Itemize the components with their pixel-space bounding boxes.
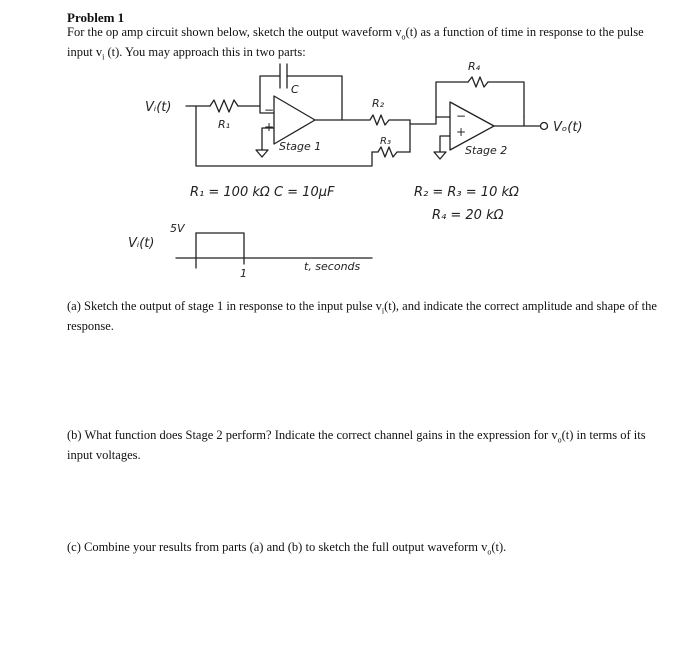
part-b-text-start: (b) What function does Stage 2 perform? Indicate the correct channel gains in the expression for v (67, 428, 558, 442)
opamp1-triangle (274, 96, 315, 144)
output-voltage-label: Vₒ(t) (553, 120, 583, 135)
r2-r3-values: R₂ = R₃ = 10 kΩ (414, 185, 519, 200)
circuit-figure (0, 0, 700, 290)
part-a-subscript: i (381, 306, 385, 316)
input-voltage-label: Vᵢ(t) (145, 100, 172, 115)
capacitor-label: C (291, 83, 299, 96)
pulse-end-time-label: 1 (240, 267, 247, 280)
question-part-c (67, 540, 657, 560)
output-terminal (541, 123, 548, 130)
r2-resistor (360, 115, 410, 125)
r4-resistor (468, 77, 488, 87)
intro-text-start: For the op amp circuit shown below, sketch the output waveform v (67, 25, 402, 39)
r2-label: R₂ (372, 97, 385, 110)
part-c-subscript: o (487, 547, 492, 557)
part-c-text-start: (c) Combine your results from parts (a) and (b) to sketch the full output waveform v (67, 540, 488, 554)
opamp2-minus-sign: − (456, 109, 467, 123)
intro-text-middle: (t) as a function of time in response to the pulse input v (67, 25, 644, 59)
opamp1-minus-sign: − (264, 103, 275, 117)
part-c-text-end: (t). (491, 540, 507, 554)
opamp1-plus-sign: + (264, 120, 275, 134)
pulse-amplitude-label: 5V (170, 222, 185, 235)
input-return-wire (196, 106, 372, 166)
r3-resistor (372, 147, 410, 157)
time-axis-label: t, seconds (304, 260, 361, 273)
opamp2-plus-sign: + (456, 125, 467, 139)
problem-title: Problem 1 (67, 10, 125, 25)
question-part-b (67, 428, 657, 463)
opamp2-ground-icon (434, 152, 446, 159)
pulse-waveform (196, 233, 244, 258)
part-a-text-end: (t), and indicate the correct amplitude and shape of the response. (67, 299, 657, 333)
part-b-subscript: o (557, 435, 562, 445)
stage2-label: Stage 2 (465, 144, 508, 157)
capacitor-feedback-wire (260, 76, 280, 106)
stage1-component-values: R₁ = 100 kΩ C = 10μF (190, 185, 335, 200)
r1-resistor (210, 100, 238, 112)
opamp2-noninverting-wire (440, 136, 450, 152)
part-b-text-end: (t) in terms of its input voltages. (67, 428, 646, 462)
r4-label: R₄ (468, 60, 481, 73)
question-part-a (67, 299, 657, 334)
r4-value: R₄ = 20 kΩ (432, 208, 504, 223)
intro-subscript-o: o (401, 32, 406, 42)
r3-label: R₃ (380, 136, 391, 147)
r1-label: R₁ (218, 118, 231, 131)
opamp1-ground-icon (256, 150, 268, 157)
part-a-text-start: (a) Sketch the output of stage 1 in response to the input pulse v (67, 299, 382, 313)
stage1-label: Stage 1 (279, 140, 322, 153)
intro-text-end: (t). You may approach this in two parts: (104, 44, 306, 59)
intro-subscript-i: i (102, 52, 105, 61)
pulse-input-label: Vᵢ(t) (128, 236, 155, 251)
